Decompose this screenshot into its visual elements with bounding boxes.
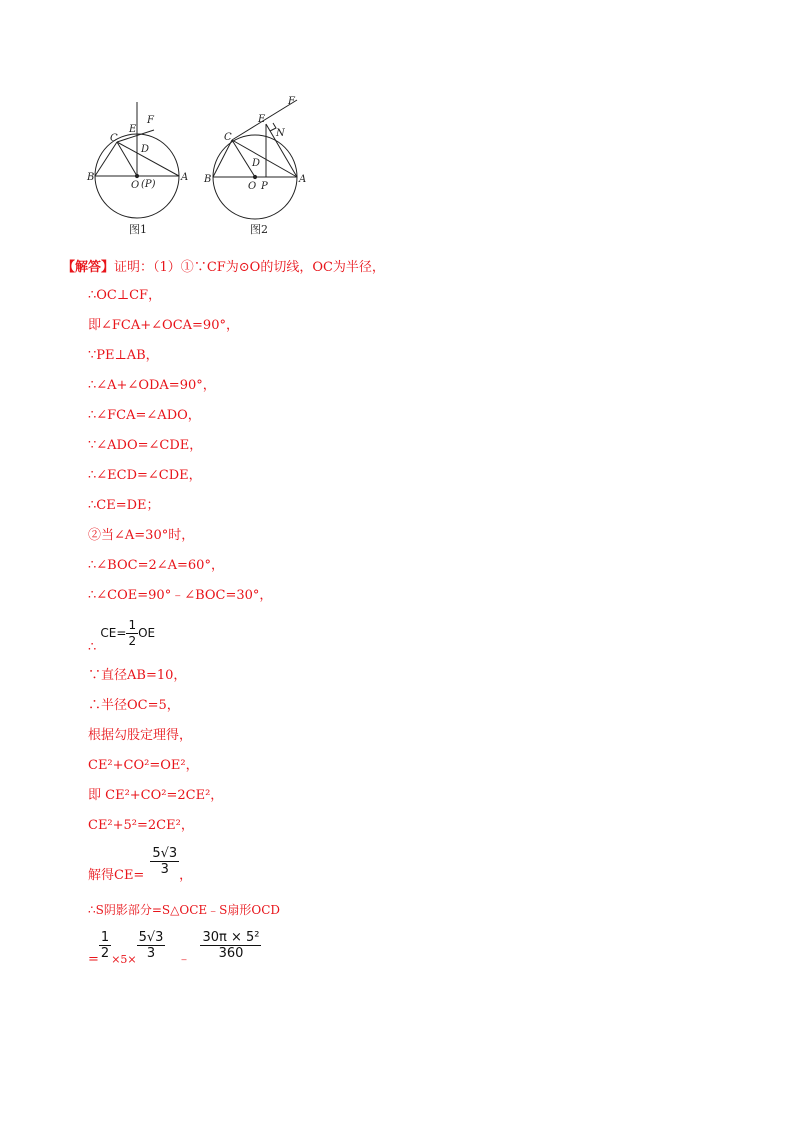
label-a-fig1: A <box>181 172 189 183</box>
label-n-fig2: N <box>276 128 285 139</box>
area-formula: ∴S阴影部分=S△OCE﹣S扇形OCD <box>88 903 281 917</box>
label-o-fig1: O <box>131 180 140 191</box>
label-d-fig1: D <box>141 144 150 155</box>
fraction-denominator: 2 <box>100 946 110 961</box>
final-expression <box>88 930 261 967</box>
fraction-numerator: 1 <box>100 930 110 945</box>
label-a-fig2: A <box>299 174 307 185</box>
fraction-numerator: 5√3 <box>138 930 164 945</box>
ce-value-fraction <box>150 846 179 877</box>
center-dot-fig2 <box>253 175 256 178</box>
proof-line: ∴半径OC=5， <box>88 698 180 713</box>
equals-sign: = <box>88 952 99 967</box>
figure-2-caption: 图2 <box>250 223 268 236</box>
label-p-fig1: (P) <box>141 179 156 190</box>
label-e-fig2: E <box>258 114 266 125</box>
fraction-denominator: 3 <box>146 946 156 961</box>
figure-1-caption: 图1 <box>129 223 147 236</box>
solve-prefix: 解得CE= <box>88 868 145 883</box>
fraction-denominator: 2 <box>128 634 137 648</box>
chord-cb-fig2 <box>213 140 232 177</box>
proof-line: ∵PE⊥AB， <box>88 348 159 363</box>
solution-intro-rest: ∵CF为⊙O的切线，OC为半径， <box>193 260 385 275</box>
proof-line: ∴CE=DE； <box>88 498 160 513</box>
proof-line: 即∠FCA+∠OCA=90°， <box>88 318 239 333</box>
figures <box>80 92 320 242</box>
chord-ca-fig2 <box>232 140 297 177</box>
sector-area-fraction <box>200 930 261 961</box>
fraction-numerator: 1 <box>128 618 137 632</box>
oe-term: OE <box>138 626 156 640</box>
solution-intro: 证明：（1） <box>114 260 181 275</box>
answer-tag: 【解答】 <box>62 260 115 275</box>
proof-line: ∴∠COE=90°﹣∠BOC=30°， <box>88 588 273 603</box>
proof-line: 即 CE²+CO²=2CE²， <box>88 788 224 803</box>
figure-1 <box>95 102 179 218</box>
minus-sign: ﹣ <box>177 952 191 967</box>
one-half-fraction <box>126 618 138 649</box>
circled-one: ① <box>180 260 194 275</box>
fraction-denominator: 3 <box>160 862 169 877</box>
proof-line: CE²+5²=2CE²， <box>88 818 194 833</box>
times-five: ×5× <box>111 953 137 966</box>
label-d-fig2: D <box>252 158 261 169</box>
ce-equals: CE= <box>100 626 127 640</box>
geometry-figures <box>80 92 320 242</box>
therefore-symbol: ∴ <box>88 640 97 655</box>
center-dot-fig1 <box>135 174 138 177</box>
proof-line: ∴OC⊥CF， <box>88 288 162 303</box>
proof-line: ∴∠BOC=2∠A=60°， <box>88 558 224 573</box>
solve-ce-line <box>88 846 192 883</box>
label-b-fig2: B <box>204 174 212 185</box>
label-e-fig1: E <box>129 124 137 135</box>
label-b-fig1: B <box>87 172 95 183</box>
proof-line: ②当∠A=30°时， <box>88 528 195 543</box>
label-p-fig2: P <box>261 181 268 192</box>
proof-line: ∵直径AB=10， <box>88 668 187 683</box>
proof-line: ∵∠ADO=∠CDE， <box>88 438 203 453</box>
label-o-fig2: O <box>248 181 257 192</box>
label-c-fig1: C <box>110 133 118 144</box>
proof-line: CE²+CO²=OE²， <box>88 758 199 773</box>
label-c-fig2: C <box>224 132 232 143</box>
half-fraction <box>99 930 111 961</box>
fraction-numerator: 5√3 <box>152 846 178 861</box>
label-f-fig1: F <box>147 115 154 126</box>
fraction-numerator: 30π × 5² <box>202 930 260 945</box>
proof-line: ∴∠ECD=∠CDE， <box>88 468 202 483</box>
proof-line: ∴∠A+∠ODA=90°， <box>88 378 216 393</box>
proof-line: ∴∠FCA=∠ADO， <box>88 408 201 423</box>
ce-half-oe <box>88 618 155 655</box>
solve-suffix: ， <box>179 868 193 883</box>
label-f-fig2: F <box>288 96 295 107</box>
fraction-denominator: 360 <box>218 946 244 961</box>
proof-line: 根据勾股定理得， <box>88 728 193 743</box>
solution-heading <box>62 256 385 275</box>
root-three-fraction <box>137 930 166 961</box>
